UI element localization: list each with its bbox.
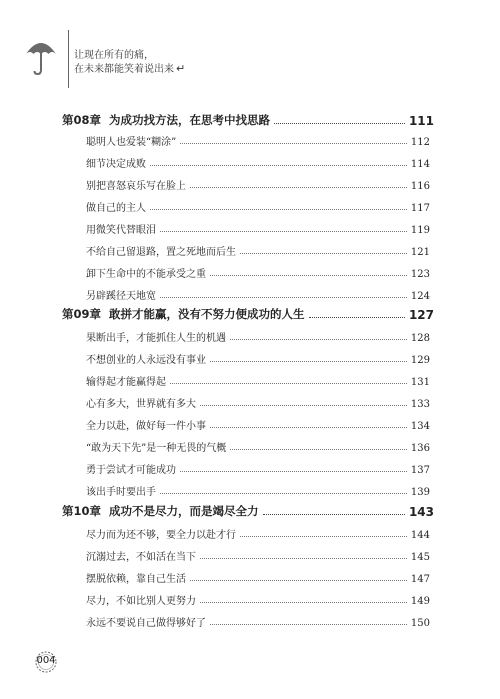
- entry-title: 该出手时要出手: [86, 487, 156, 498]
- chapter-page: 143: [408, 505, 434, 519]
- toc-entry[interactable]: [86, 370, 430, 388]
- entry-title: 聪明人也爱装“糊涂”: [86, 137, 177, 148]
- entry-page: 139: [410, 487, 430, 498]
- dot-leader: [210, 427, 407, 428]
- chapter-heading[interactable]: [62, 300, 434, 322]
- entry-title: 用微笑代替眼泪: [86, 225, 156, 236]
- toc-entry[interactable]: [86, 414, 430, 432]
- entry-title: 别把喜怒哀乐写在脸上: [86, 181, 186, 192]
- entry-page: 112: [410, 137, 430, 148]
- entry-page: 147: [410, 574, 430, 585]
- chapter-page: 111: [408, 114, 434, 128]
- dot-leader: [170, 383, 407, 384]
- entry-title: 不想创业的人永远没有事业: [86, 355, 206, 366]
- page-number-badge: [34, 650, 58, 674]
- entry-title: 卸下生命中的不能承受之重: [86, 269, 206, 280]
- entry-title: 尽力而为还不够，要全力以赴才行: [86, 530, 236, 541]
- dot-leader: [240, 253, 407, 254]
- header-divider: [68, 30, 69, 88]
- entry-page: 116: [410, 181, 430, 192]
- entry-title: 细节决定成败: [86, 159, 146, 170]
- entry-page: 123: [410, 269, 430, 280]
- entry-page: 117: [410, 203, 430, 214]
- toc-entry[interactable]: [86, 480, 430, 498]
- dot-leader: [263, 514, 405, 515]
- dot-leader: [160, 231, 407, 232]
- entry-title: 另辟蹊径天地宽: [86, 291, 156, 302]
- page-number: 004: [36, 655, 56, 666]
- entry-title: “敢为天下先”是一种无畏的气概: [86, 443, 227, 454]
- toc-entry[interactable]: [86, 567, 430, 585]
- dot-leader: [200, 405, 407, 406]
- chapter-number: 第10章: [62, 504, 102, 518]
- toc-entry[interactable]: [86, 152, 430, 170]
- entry-page: 114: [410, 159, 430, 170]
- entry-page: 137: [410, 465, 430, 476]
- toc-entry[interactable]: [86, 392, 430, 410]
- dot-leader: [274, 123, 405, 124]
- toc-entry[interactable]: [86, 196, 430, 214]
- toc-entry[interactable]: [86, 458, 430, 476]
- entry-title: 做自己的主人: [86, 203, 146, 214]
- dot-leader: [190, 580, 407, 581]
- entry-page: 144: [410, 530, 430, 541]
- entry-page: 136: [410, 443, 430, 454]
- chapter-title: 为成功找方法，在思考中找思路: [109, 113, 271, 127]
- dot-leader: [230, 339, 407, 340]
- dot-leader: [150, 165, 407, 166]
- toc-entry[interactable]: [86, 523, 430, 541]
- dot-leader: [230, 449, 407, 450]
- entry-title: 输得起才能赢得起: [86, 377, 166, 388]
- entry-title: 勇于尝试才可能成功: [86, 465, 176, 476]
- dot-leader: [160, 297, 407, 298]
- dot-leader: [180, 143, 407, 144]
- page-header: [0, 0, 500, 90]
- entry-page: 119: [410, 225, 430, 236]
- toc-entry[interactable]: [86, 436, 430, 454]
- entry-title: 不给自己留退路，置之死地而后生: [86, 247, 236, 258]
- entry-title: 心有多大，世界就有多大: [86, 399, 196, 410]
- toc-entry[interactable]: [86, 218, 430, 236]
- entry-title: 沉溺过去，不如活在当下: [86, 552, 196, 563]
- dot-leader: [190, 187, 407, 188]
- entry-page: 133: [410, 399, 430, 410]
- toc-entry[interactable]: [86, 262, 430, 280]
- tagline-line-2: 在未来都能笑着说出来: [74, 64, 174, 75]
- toc-entry[interactable]: [86, 589, 430, 607]
- entry-page: 129: [410, 355, 430, 366]
- chapter-heading[interactable]: [62, 106, 434, 128]
- entry-title: 果断出手，才能抓住人生的机遇: [86, 333, 226, 344]
- entry-title: 摆脱依赖，靠自己生活: [86, 574, 186, 585]
- entry-page: 150: [410, 618, 430, 629]
- chapter-page: 127: [408, 308, 434, 322]
- chapter-title: 成功不是尽力，而是竭尽全力: [109, 504, 259, 518]
- entry-page: 128: [410, 333, 430, 344]
- entry-title: 永远不要说自己做得够好了: [86, 618, 206, 629]
- dot-leader: [309, 317, 405, 318]
- chapter-heading[interactable]: [62, 497, 434, 519]
- toc-entry[interactable]: [86, 174, 430, 192]
- toc-entry[interactable]: [86, 240, 430, 258]
- dot-leader: [210, 624, 407, 625]
- entry-title: 尽力，不如比别人更努力: [86, 596, 196, 607]
- entry-page: 121: [410, 247, 430, 258]
- chapter-title: 敢拼才能赢，没有不努力便成功的人生: [109, 307, 305, 321]
- entry-page: 134: [410, 421, 430, 432]
- toc-entry[interactable]: [86, 348, 430, 366]
- dot-leader: [210, 361, 407, 362]
- dot-leader: [160, 493, 407, 494]
- chapter-number: 第08章: [62, 113, 102, 127]
- return-arrow-icon: ↵: [176, 62, 186, 75]
- dot-leader: [210, 275, 407, 276]
- entry-page: 149: [410, 596, 430, 607]
- chapter-number: 第09章: [62, 307, 102, 321]
- tagline-line-1: 让现在所有的痛，: [74, 50, 154, 61]
- entry-page: 124: [410, 291, 430, 302]
- dot-leader: [200, 558, 407, 559]
- toc-entry[interactable]: [86, 611, 430, 629]
- dot-leader: [180, 471, 407, 472]
- entry-page: 131: [410, 377, 430, 388]
- toc-entry[interactable]: [86, 545, 430, 563]
- entry-page: 145: [410, 552, 430, 563]
- toc-entry[interactable]: [86, 130, 430, 148]
- entry-title: 全力以赴，做好每一件小事: [86, 421, 206, 432]
- dot-leader: [240, 536, 407, 537]
- umbrella-icon: [24, 36, 58, 76]
- dot-leader: [200, 602, 407, 603]
- dot-leader: [150, 209, 407, 210]
- header-tagline: [74, 49, 185, 76]
- toc-entry[interactable]: [86, 326, 430, 344]
